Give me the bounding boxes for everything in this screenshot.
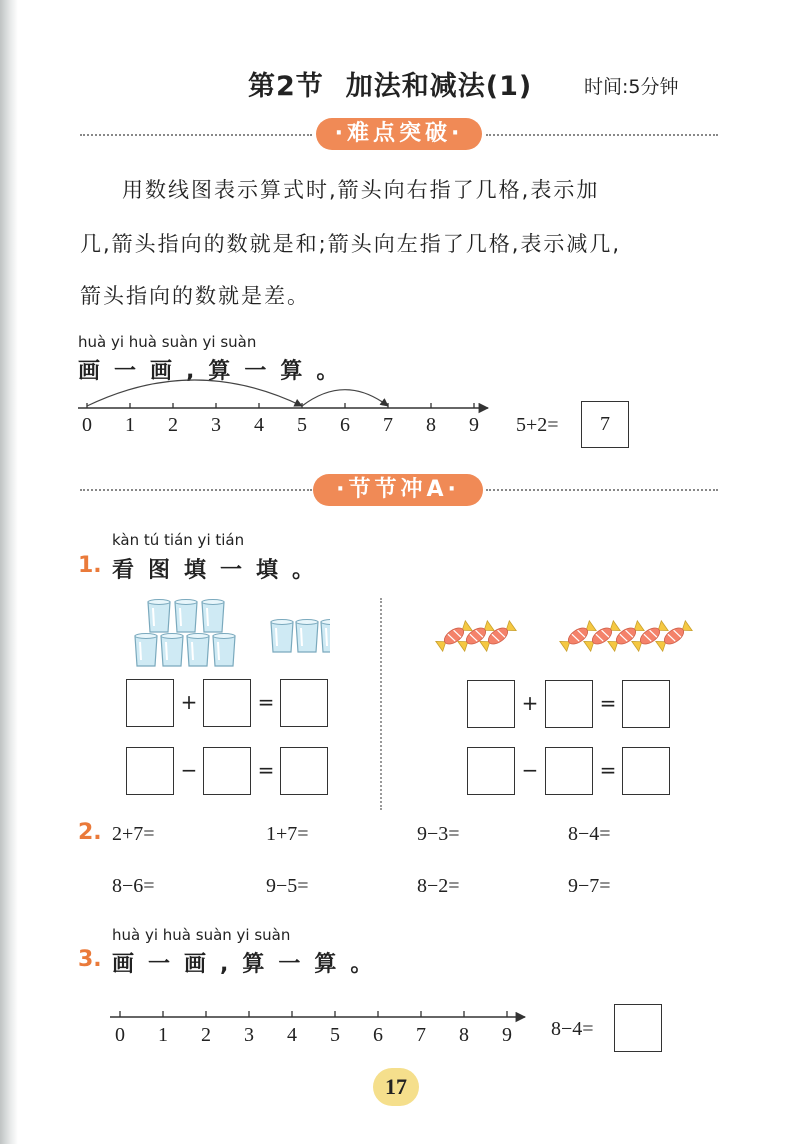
tick-label: 8 [426,414,436,436]
cups-picture [130,596,330,672]
tick-label: 0 [82,414,92,436]
equals-sign: = [599,758,617,782]
q1-left-add-box-1[interactable] [126,679,174,727]
tick-label: 8 [459,1024,469,1046]
q1-left-add-box-2[interactable] [203,679,251,727]
cup-icon [135,634,157,667]
equals-sign: = [599,691,617,715]
q1-right-add-box-2[interactable] [545,680,593,728]
q2-equation: 9−5= [266,875,309,897]
q2-equation: 8−2= [417,875,460,897]
cup-icon [213,634,235,667]
q2-equation: 8−4= [568,823,611,845]
tick-label: 9 [502,1024,512,1046]
candy-icon [436,621,472,651]
page-title [248,64,532,103]
tick-label: 4 [287,1024,297,1046]
q1-instruction: 看图填一填。 [112,558,329,583]
tick-label: 1 [158,1024,168,1046]
q2-equation: 2+7= [112,823,155,845]
example-answer-box: 7 [581,401,629,448]
example-instruction: 画一画,算一算。 [78,359,353,384]
dotted-divider [486,134,718,136]
tick-label: 7 [383,414,393,436]
tick-label: 7 [416,1024,426,1046]
q1-left-sub-box-1[interactable] [126,747,174,795]
section-label: 第2节 [248,71,324,102]
q1-left-sub-box-2[interactable] [203,747,251,795]
cup-icon [148,600,170,633]
page-number: 17 [373,1068,419,1106]
q3-number: 3. [78,947,102,972]
plus-sign: + [180,690,198,714]
q2-equation: 8−6= [112,875,155,897]
tick-label: 3 [244,1024,254,1046]
dotted-divider [486,489,718,491]
cup-icon [271,620,293,653]
q2-equation: 9−3= [417,823,460,845]
cup-icon [202,600,224,633]
difficulty-banner: ·难点突破· [316,118,482,150]
cup-icon [187,634,209,667]
vertical-divider [380,598,382,810]
cup-icon [296,620,318,653]
q1-left-add-result-box[interactable] [280,679,328,727]
q3-pinyin: huà yi huà suàn yi suàn [112,926,291,944]
minus-sign: − [521,758,539,782]
tick-label: 4 [254,414,264,436]
q1-right-sub-box-2[interactable] [545,747,593,795]
tick-label: 9 [469,414,479,436]
jump-arrow [87,380,302,406]
candies-picture [432,610,702,660]
dotted-divider [80,134,312,136]
tip-line-3: 箭头指向的数就是差。 [80,284,310,308]
q2-equation: 1+7= [266,823,309,845]
dotted-divider [80,489,312,491]
tip-line-1: 用数线图表示算式时,箭头向右指了几格,表示加 [122,178,600,202]
tick-label: 5 [297,414,307,436]
tick-label: 6 [340,414,350,436]
example-pinyin: huà yi huà suàn yi suàn [78,333,257,351]
q3-number-line [105,1000,535,1050]
q1-right-add-box-1[interactable] [467,680,515,728]
minus-sign: − [180,758,198,782]
tick-label: 2 [201,1024,211,1046]
cup-icon [175,600,197,633]
cup-icon [321,620,330,653]
tick-label: 3 [211,414,221,436]
time-limit: 时间:5分钟 [584,76,679,98]
tick-label: 1 [125,414,135,436]
page-edge-shadow [0,0,18,1144]
q3-answer-box[interactable] [614,1004,662,1052]
example-number-line [70,376,500,446]
q1-right-add-result-box[interactable] [622,680,670,728]
tip-line-2: 几,箭头指向的数就是和;箭头向左指了几格,表示减几, [80,232,622,256]
candy-icon [480,621,516,651]
q3-equation: 8−4= [551,1018,594,1040]
q2-equation: 9−7= [568,875,611,897]
tick-label: 5 [330,1024,340,1046]
section-title: 加法和减法(1) [345,71,533,102]
cup-icon [161,634,183,667]
equals-sign: = [257,690,275,714]
q1-right-sub-box-1[interactable] [467,747,515,795]
plus-sign: + [521,691,539,715]
candy-icon [458,621,494,651]
q1-left-sub-result-box[interactable] [280,747,328,795]
q1-number: 1. [78,553,102,578]
equals-sign: = [257,758,275,782]
practice-banner: ·节节冲A· [313,474,483,506]
example-equation: 5+2= [516,414,559,436]
q3-instruction: 画一画,算一算。 [112,952,387,977]
q2-number: 2. [78,820,102,845]
tick-label: 6 [373,1024,383,1046]
tick-label: 2 [168,414,178,436]
q1-right-sub-result-box[interactable] [622,747,670,795]
tick-label: 0 [115,1024,125,1046]
q1-pinyin: kàn tú tián yi tián [112,531,245,549]
